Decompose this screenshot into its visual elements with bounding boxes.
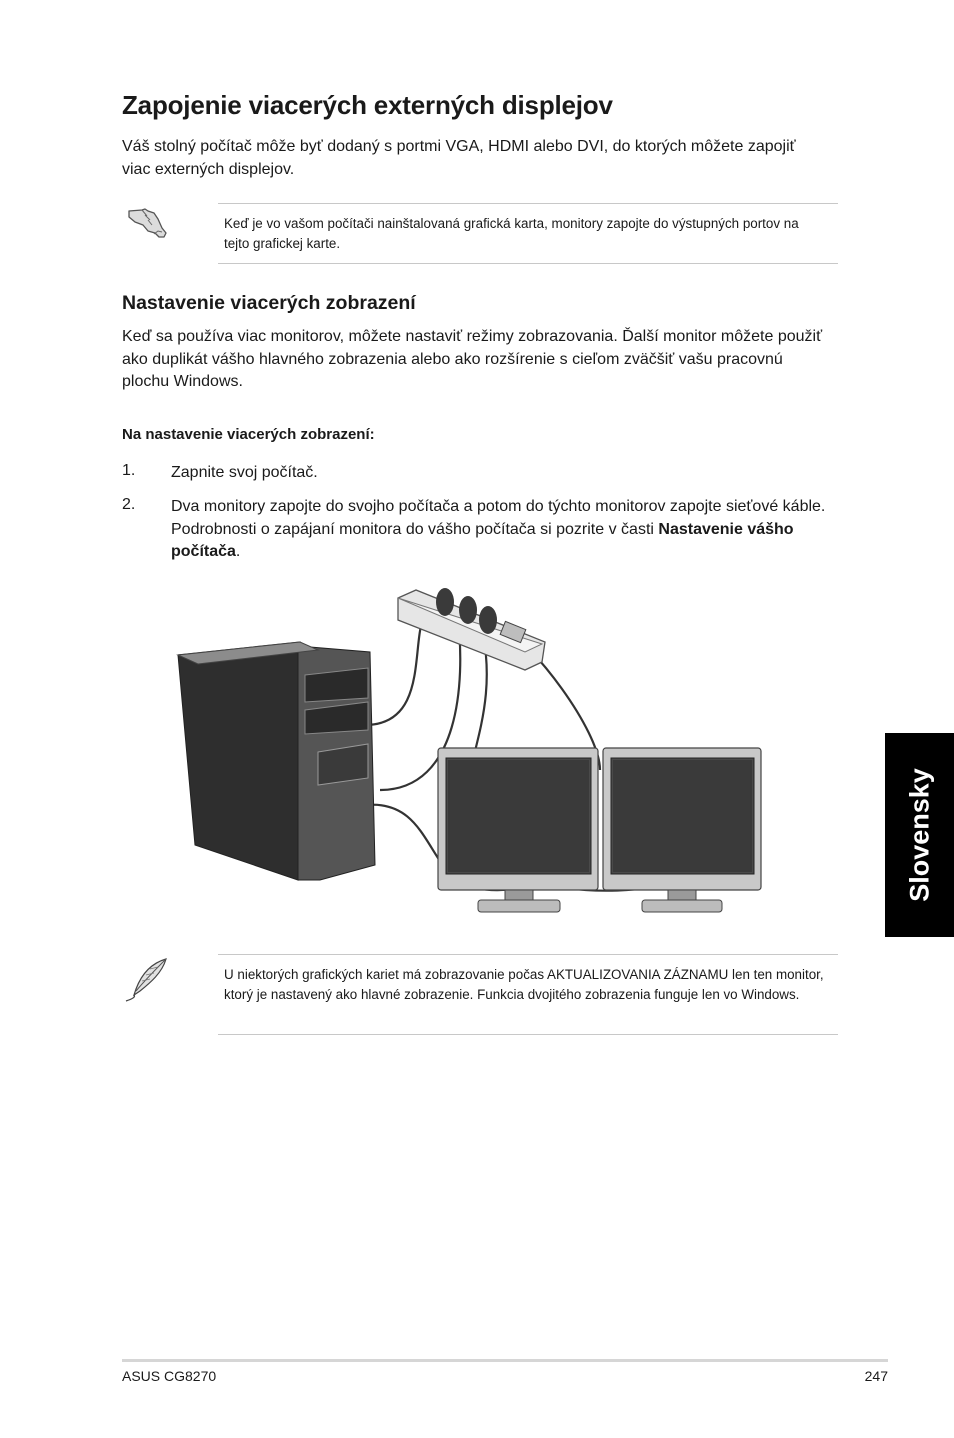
step-link-bold: Nastavenie vášho počítača: [171, 520, 794, 560]
intro-paragraph: Váš stolný počítač môže byť dodaný s portmi VGA, HDMI alebo DVI, do ktorých môžete zapojiť viac externých displejov.: [122, 138, 796, 178]
footer-product: ASUS CG8270: [122, 1368, 217, 1384]
language-tab: [885, 733, 954, 937]
step-text: [171, 496, 851, 564]
setup-illustration: [170, 580, 770, 920]
step-text-part: Dva monitory zapojte do svojho počítača a potom do týchto monitorov zapojte sieťové káble. Podrobnosti o zapájaní monitora do vášho počítača si pozrite v časti: [171, 498, 826, 538]
feather-pen-icon: [122, 955, 172, 1005]
language-tab-label: Slovensky: [904, 768, 934, 902]
note-bottom-rule: [218, 1034, 838, 1035]
section-intro: Keď sa používa viac monitorov, môžete nastaviť režimy zobrazovania. Ďalší monitor môžete použiť ako duplikát vášho hlavného zobrazenia alebo ako rozšírenie s cieľom zväčšiť vašu pracovnú plochu Windows.: [122, 328, 823, 390]
page-number: 247: [864, 1368, 888, 1384]
procedure-title: Na nastavenie viacerých zobrazení:: [122, 426, 375, 443]
hand-icon: [126, 203, 170, 243]
step-number: 1.: [122, 462, 136, 479]
note2-text: U niektorých grafických kariet má zobrazovanie počas AKTUALIZOVANIA ZÁZNAMU len ten monitor, ktorý je nastavený ako hlavné zobrazenie. Funkcia dvojitého zobrazenia funguje len vo Windows.: [224, 967, 824, 1002]
note-bottom-rule: [218, 263, 838, 264]
footer-rule: [122, 1359, 888, 1362]
step-number: 2.: [122, 496, 136, 513]
step-text-end: .: [235, 543, 241, 560]
note-top-rule: [218, 203, 838, 204]
note-top-rule: [218, 954, 838, 955]
step-text: Zapnite svoj počítač.: [171, 464, 318, 481]
section-heading: Nastavenie viacerých zobrazení: [122, 292, 416, 314]
page-title: Zapojenie viacerých externých displejov: [122, 90, 613, 120]
note1-text: Keď je vo vašom počítači nainštalovaná grafická karta, monitory zapojte do výstupných portov na tejto grafickej karte.: [224, 216, 799, 251]
